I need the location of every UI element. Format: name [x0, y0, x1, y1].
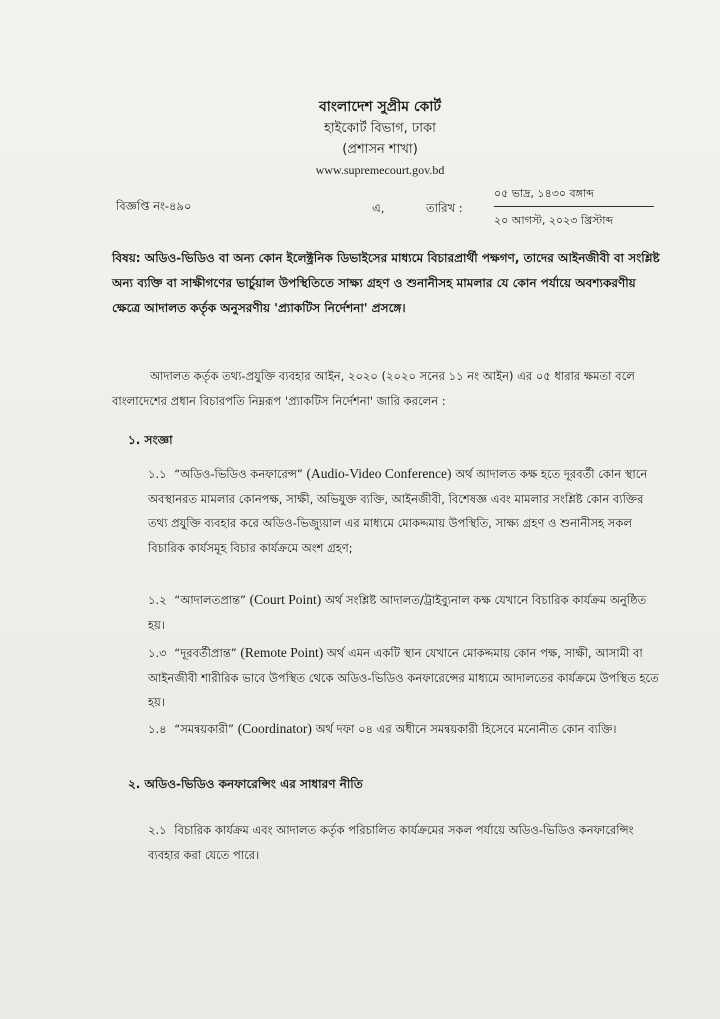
subject-block: [112, 246, 668, 321]
court-name: বাংলাদেশ সুপ্রীম কোর্ট: [318, 99, 442, 115]
branch-name: (প্রশাসন শাখা): [342, 142, 418, 157]
clause-1-1: [148, 462, 666, 560]
section-1-title: ১. সংজ্ঞা: [128, 433, 173, 447]
clause-1-2: [148, 588, 666, 637]
date-label: তারিখ :: [426, 201, 463, 215]
date-box: [494, 186, 664, 229]
memo-ae: এ,: [372, 201, 385, 215]
clause-1-4: [148, 717, 666, 742]
clause-term: “আদালতপ্রান্ত”: [174, 593, 247, 607]
division-name: হাইকোর্ট বিভাগ, ঢাকা: [324, 121, 436, 136]
clause-term-english: (Coordinator): [237, 721, 312, 736]
clause-term: “দূরবর্তীপ্রান্ত”: [174, 646, 237, 660]
clause-text: বিচারিক কার্যক্রম এবং আদালত কর্তৃক পরিচালিত কার্যক্রমের সকল পর্যায়ে অডিও-ভিডিও কনফারেন্সিং ব্যবহার করা যেতে পারে।: [148, 823, 634, 862]
date-gregorian: ২০ আগস্ট, ২০২৩ খ্রিস্টাব্দ: [494, 214, 614, 227]
clause-term: “সমন্বয়কারী”: [174, 722, 235, 736]
clause-term-english: (Audio-Video Conference): [306, 466, 452, 481]
section-2-title: ২. অডিও-ভিডিও কনফারেন্সিং এর সাধারণ নীতি: [128, 777, 363, 791]
clause-text: অর্থ আদালত কক্ষ হতে দূরবর্তী কোন স্থানে অবস্থানরত মামলার কোনপক্ষ, সাক্ষী, অভিযুক্ত ব্যক্তি, আইনজীবী, বিশেষজ্ঞ এবং মামলার সংশ্লিষ্ট কোন ব্যক্তির তথ্য প্রযুক্তি ব্যবহার করে অডিও-ভিজ্যুয়াল এর মাধ্যমে মোকদ্দমায় উপস্থিতি, সাক্ষ্য গ্রহণ ও শুনানীসহ সকল বিচারিক কার্যসমূহ বিচার কার্যক্রমে অংশ গ্রহণ;: [148, 467, 648, 555]
clause-1-3: [148, 641, 666, 715]
clause-number: ১.৪: [148, 722, 167, 736]
website-url: www.supremecourt.gov.bd: [315, 163, 445, 177]
clause-number: ১.২: [148, 593, 167, 607]
clause-term-english: (Court Point): [249, 592, 322, 607]
date-bengali: ০৫ ভাদ্র, ১৪৩০ বঙ্গাব্দ: [494, 186, 654, 207]
clause-text: অর্থ সংশ্লিষ্ট আদালত/ট্রাইব্যুনাল কক্ষ যেখানে বিচারিক কার্যক্রম অনুষ্ঠিত হয়।: [148, 593, 647, 632]
clause-term-english: (Remote Point): [240, 645, 324, 660]
clause-2-1: [148, 818, 666, 867]
intro-paragraph: আদালত কর্তৃক তথ্য-প্রযুক্তি ব্যবহার আইন, ২০২০ (২০২০ সনের ১১ নং আইন) এর ০৫ ধারার ক্ষমতা বলে বাংলাদেশের প্রধান বিচারপতি নিম্নরূপ 'প্র্যাকটিস নির্দেশনা' জারি করলেন :: [112, 369, 635, 408]
subject-text: অডিও-ভিডিও বা অন্য কোন ইলেক্ট্রনিক ডিভাইসের মাধ্যমে বিচারপ্রার্থী পক্ষগণ, তাদের আইনজীবী বা সংশ্লিষ্ট অন্য ব্যক্তি বা সাক্ষীগণের ভার্চুয়াল উপস্থিতিতে সাক্ষ্য গ্রহণ ও শুনানীসহ মামলার যে কোন পর্যায়ে অবশ্যকরণীয় ক্ষেত্রে আদালত কর্তৃক অনুসরণীয় 'প্র্যাকটিস নির্দেশনা' প্রসঙ্গে।: [112, 251, 660, 315]
clause-term: “অডিও-ভিডিও কনফারেন্স”: [174, 467, 303, 481]
memo-number: বিজ্ঞপ্তি নং-৪৯০: [116, 199, 192, 213]
clause-number: ১.৩: [148, 646, 167, 660]
clause-text: অর্থ দফা ০৪ এর অধীনে সমন্বয়কারী হিসেবে মনোনীত কোন ব্যক্তি।: [315, 722, 617, 736]
letterhead: [0, 96, 720, 180]
clause-number: ১.১: [148, 467, 167, 481]
clause-text: অর্থ এমন একটি স্থান যেখানে মোকদ্দমায় কোন পক্ষ, সাক্ষী, আসামী বা আইনজীবী শারীরিক ভাবে উপস্থিত থেকে অডিও-ভিডিও কনফারেন্সের মাধ্যমে আদালতের কার্যক্রমে উপস্থিত হতে হয়।: [148, 646, 659, 709]
subject-label: বিষয়:: [112, 251, 141, 265]
clause-number: ২.১: [148, 823, 167, 837]
